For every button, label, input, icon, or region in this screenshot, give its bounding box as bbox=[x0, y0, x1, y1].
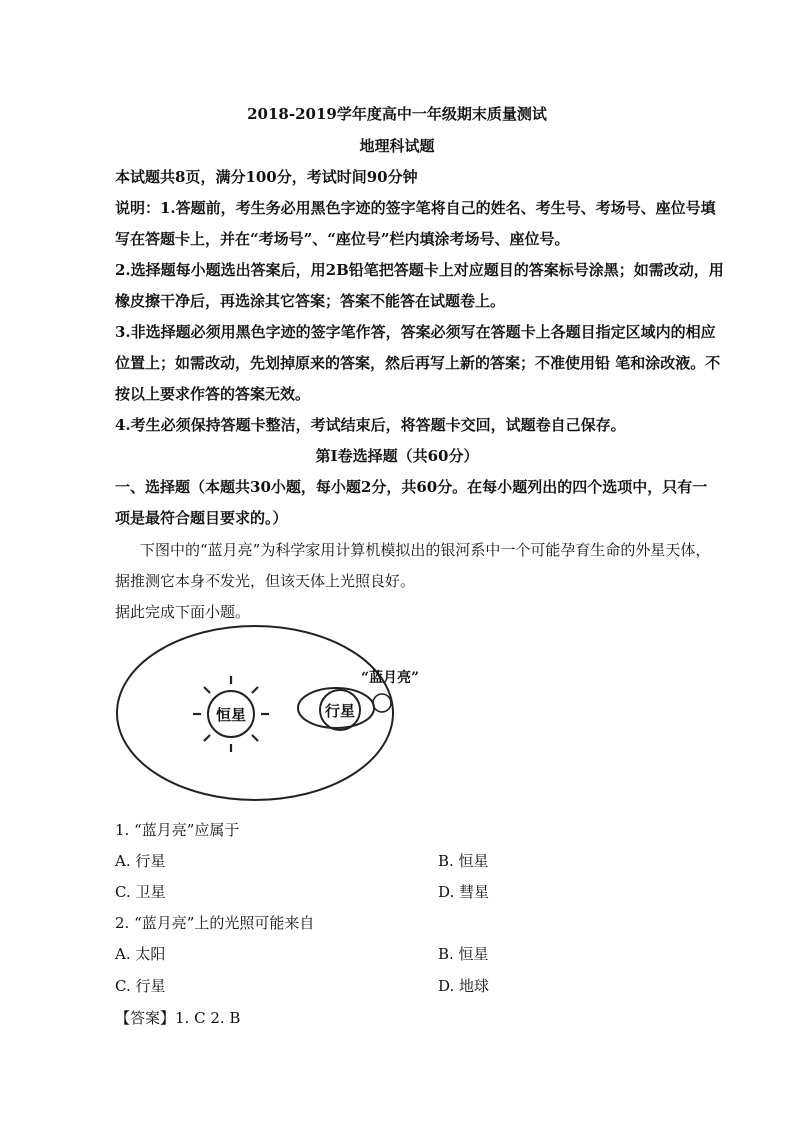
passage-line: 据推测它本身不发光，但该天体上光照良好。 bbox=[115, 572, 416, 590]
passage-line: 下图中的“蓝月亮”为科学家用计算机模拟出的银河系中一个可能孕育生命的外星天体， bbox=[140, 541, 711, 559]
option-b: B. 恒星 bbox=[438, 852, 489, 870]
star-rays bbox=[193, 676, 269, 752]
option-c: C. 行星 bbox=[115, 977, 166, 995]
moon-label: “蓝月亮” bbox=[360, 670, 420, 686]
moon-icon bbox=[373, 694, 391, 712]
instruction-line: 说明：1.答题前，考生务必用黑色字迹的签字笔将自己的姓名、考生号、考场号、座位号填 bbox=[115, 199, 716, 217]
instruction-line: 3.非选择题必须用黑色字迹的签字笔作答，答案必须写在答题卡上各题目指定区域内的相应 bbox=[115, 323, 716, 341]
planet-orbit bbox=[298, 688, 374, 728]
option-a: A. 太阳 bbox=[115, 945, 166, 963]
planet-label: 行星 bbox=[324, 702, 356, 720]
option-d: D. 地球 bbox=[438, 977, 490, 995]
instruction-line: 橡皮擦干净后，再选涂其它答案；答案不能答在试题卷上。 bbox=[115, 292, 506, 310]
section-intro: 一、选择题（本题共30小题，每小题2分，共60分。在每小题列出的四个选项中，只有一 bbox=[115, 478, 708, 496]
star-icon bbox=[208, 691, 254, 737]
star-orbit bbox=[117, 626, 393, 800]
passage-line: 据此完成下面小题。 bbox=[115, 603, 251, 621]
question-stem: 1. “蓝月亮”应属于 bbox=[115, 821, 240, 839]
instruction-line: 按以上要求作答的答案无效。 bbox=[115, 385, 311, 403]
instruction-line: 位置上；如需改动，先划掉原来的答案，然后再写上新的答案；不准使用铅 笔和涂改液。不 bbox=[115, 354, 721, 372]
option-d: D. 彗星 bbox=[438, 883, 490, 901]
question-stem: 2. “蓝月亮”上的光照可能来自 bbox=[115, 914, 315, 932]
option-a: A. 行星 bbox=[115, 852, 166, 870]
star-label: 恒星 bbox=[215, 706, 247, 724]
instruction-line: 2.选择题每小题选出答案后，用2B铅笔把答题卡上对应题目的答案标号涂黑；如需改动，用 bbox=[115, 261, 724, 279]
option-c: C. 卫星 bbox=[115, 883, 166, 901]
answer-line: 【答案】1. C 2. B bbox=[115, 1009, 241, 1027]
section-title: 第Ⅰ卷选择题（共60分） bbox=[315, 447, 479, 465]
exam-title: 2018-2019学年度高中一年级期末质量测试 bbox=[247, 105, 547, 123]
instruction-line: 写在答题卡上，并在“考场号”、“座位号”栏内填涂考场号、座位号。 bbox=[115, 230, 570, 248]
planet-icon bbox=[320, 690, 360, 730]
exam-meta: 本试题共8页，满分100分，考试时间90分钟 bbox=[115, 168, 418, 186]
exam-subtitle: 地理科试题 bbox=[359, 137, 435, 155]
section-intro: 项是最符合题目要求的。） bbox=[115, 509, 288, 527]
option-b: B. 恒星 bbox=[438, 945, 489, 963]
instruction-line: 4.考生必须保持答题卡整洁，考试结束后，将答题卡交回，试题卷自己保存。 bbox=[115, 416, 626, 434]
